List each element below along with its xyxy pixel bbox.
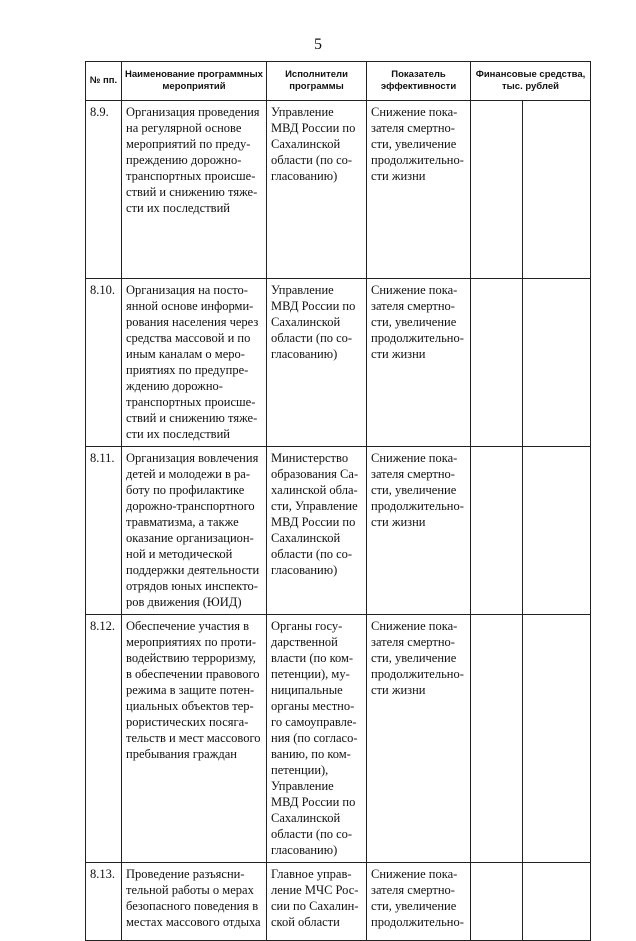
text-line: Организация на посто- xyxy=(126,283,248,297)
text-line: петенции), му- xyxy=(271,667,350,681)
indicator-cell xyxy=(367,101,471,279)
finance-cell-a xyxy=(471,615,523,863)
finance-cell-b xyxy=(523,279,591,447)
text-line: сти, увеличение xyxy=(371,137,457,151)
text-line: Главное управ- xyxy=(271,867,352,881)
executors-cell xyxy=(267,863,367,941)
header-executors: Исполнители программы xyxy=(267,62,367,101)
text-line: в обеспечении правового xyxy=(126,667,260,681)
text-line: ской области xyxy=(271,915,340,929)
text-line: органы местно- xyxy=(271,699,355,713)
text-line: петенции), xyxy=(271,763,329,777)
row-number: 8.12. xyxy=(86,615,122,863)
indicator-cell xyxy=(367,863,471,941)
row-number: 8.11. xyxy=(86,447,122,615)
text-line: сти жизни xyxy=(371,169,426,183)
text-line: зателя смертно- xyxy=(371,121,455,135)
text-line: продолжительно- xyxy=(371,153,464,167)
text-line: ление МЧС Рос- xyxy=(271,883,359,897)
table-row xyxy=(86,101,591,279)
text-line: зателя смертно- xyxy=(371,883,455,897)
text-line: Снижение пока- xyxy=(371,619,458,633)
text-line: травматизма, а также xyxy=(126,515,239,529)
text-line: сти жизни xyxy=(371,347,426,361)
activity-name-cell xyxy=(122,101,267,279)
text-line: сти их последствий xyxy=(126,201,230,215)
indicator-cell xyxy=(367,279,471,447)
text-line: гласованию) xyxy=(271,169,338,183)
text-line: боту по профилактике xyxy=(126,483,245,497)
text-line: образования Са- xyxy=(271,467,359,481)
activity-name-cell xyxy=(122,447,267,615)
program-table xyxy=(85,61,591,941)
text-line: МВД России по xyxy=(271,795,356,809)
header-finance: Финансовые средства, тыс. рублей xyxy=(471,62,591,101)
text-line: сти, увеличение xyxy=(371,651,457,665)
table-row xyxy=(86,615,591,863)
text-line: сти их последствий xyxy=(126,427,230,441)
table-row xyxy=(86,447,591,615)
text-line: зателя смертно- xyxy=(371,467,455,481)
text-line: мероприятий по преду- xyxy=(126,137,251,151)
text-line: Министерство xyxy=(271,451,349,465)
header-num: № пп. xyxy=(86,62,122,101)
text-line: янной основе информи- xyxy=(126,299,254,313)
executors-cell xyxy=(267,279,367,447)
text-line: ной и методической xyxy=(126,547,233,561)
text-line: иным каналам о меро- xyxy=(126,347,245,361)
text-line: ниципальные xyxy=(271,683,343,697)
text-line: преждению дорожно- xyxy=(126,153,242,167)
text-line: сти, увеличение xyxy=(371,315,457,329)
finance-cell-a xyxy=(471,863,523,941)
text-line: ствий и снижению тяже- xyxy=(126,185,258,199)
text-line: области (по со- xyxy=(271,827,353,841)
text-line: Сахалинской xyxy=(271,531,341,545)
text-line: режима в защите потен- xyxy=(126,683,255,697)
indicator-cell xyxy=(367,447,471,615)
text-line: Сахалинской xyxy=(271,315,341,329)
finance-cell-b xyxy=(523,101,591,279)
text-line: области (по со- xyxy=(271,153,353,167)
text-line: МВД России по xyxy=(271,121,356,135)
text-line: оказание организацион- xyxy=(126,531,254,545)
text-line: детей и молодежи в ра- xyxy=(126,467,251,481)
text-line: Сахалинской xyxy=(271,811,341,825)
text-line: гласованию) xyxy=(271,347,338,361)
text-line: ния (по согласо- xyxy=(271,731,358,745)
header-indicator: Показатель эффективности xyxy=(367,62,471,101)
text-line: рования населения через xyxy=(126,315,259,329)
text-line: ров движения (ЮИД) xyxy=(126,595,242,609)
text-line: продолжительно- xyxy=(371,667,464,681)
text-line: Сахалинской xyxy=(271,137,341,151)
activity-name-cell xyxy=(122,279,267,447)
finance-cell-b xyxy=(523,447,591,615)
table-row xyxy=(86,863,591,941)
text-line: продолжительно- xyxy=(371,331,464,345)
text-line: сии по Сахалин- xyxy=(271,899,359,913)
text-line: рористических посяга- xyxy=(126,715,249,729)
finance-cell-a xyxy=(471,447,523,615)
text-line: дорожно-транспортного xyxy=(126,499,255,513)
text-line: транспортных происше- xyxy=(126,169,256,183)
text-line: сти жизни xyxy=(371,515,426,529)
indicator-cell xyxy=(367,615,471,863)
text-line: Управление xyxy=(271,283,334,297)
text-line: на регулярной основе xyxy=(126,121,242,135)
text-line: отрядов юных инспекто- xyxy=(126,579,258,593)
text-line: Снижение пока- xyxy=(371,451,458,465)
text-line: области (по со- xyxy=(271,331,353,345)
finance-cell-a xyxy=(471,101,523,279)
text-line: водействию терроризму, xyxy=(126,651,256,665)
activity-name-cell xyxy=(122,615,267,863)
text-line: ждению дорожно- xyxy=(126,379,223,393)
text-line: безопасного поведения в xyxy=(126,899,259,913)
text-line: Организация вовлечения xyxy=(126,451,259,465)
text-line: Обеспечение участия в xyxy=(126,619,250,633)
activity-name-cell xyxy=(122,863,267,941)
executors-cell xyxy=(267,447,367,615)
table-row xyxy=(86,279,591,447)
text-line: Организация проведения xyxy=(126,105,260,119)
text-line: поддержки деятельности xyxy=(126,563,260,577)
text-line: го самоуправле- xyxy=(271,715,357,729)
text-line: гласованию) xyxy=(271,563,338,577)
text-line: МВД России по xyxy=(271,515,356,529)
text-line: продолжительно- xyxy=(371,499,464,513)
row-number: 8.9. xyxy=(86,101,122,279)
text-line: продолжительно- xyxy=(371,915,464,929)
text-line: Снижение пока- xyxy=(371,105,458,119)
text-line: сти, увеличение xyxy=(371,483,457,497)
text-line: зателя смертно- xyxy=(371,299,455,313)
text-line: зателя смертно- xyxy=(371,635,455,649)
text-line: сти, увеличение xyxy=(371,899,457,913)
text-line: Органы госу- xyxy=(271,619,343,633)
text-line: приятиях по предупре- xyxy=(126,363,249,377)
text-line: дарственной xyxy=(271,635,338,649)
text-line: циальных объектов тер- xyxy=(126,699,254,713)
finance-cell-b xyxy=(523,615,591,863)
text-line: транспортных происше- xyxy=(126,395,256,409)
text-line: Снижение пока- xyxy=(371,867,458,881)
header-name: Наименование программных мероприятий xyxy=(122,62,267,101)
text-line: пребывания граждан xyxy=(126,747,237,761)
row-number: 8.10. xyxy=(86,279,122,447)
text-line: халинской обла- xyxy=(271,483,358,497)
executors-cell xyxy=(267,101,367,279)
executors-cell xyxy=(267,615,367,863)
finance-cell-b xyxy=(523,863,591,941)
finance-cell-a xyxy=(471,279,523,447)
table-header-row xyxy=(86,62,591,101)
text-line: мероприятиях по проти- xyxy=(126,635,257,649)
text-line: местах массового отдыха xyxy=(126,915,261,929)
text-line: власти (по ком- xyxy=(271,651,354,665)
text-line: тельств и мест массового xyxy=(126,731,261,745)
text-line: МВД России по xyxy=(271,299,356,313)
row-number: 8.13. xyxy=(86,863,122,941)
text-line: Снижение пока- xyxy=(371,283,458,297)
text-line: ствий и снижению тяже- xyxy=(126,411,258,425)
text-line: средства массовой и по xyxy=(126,331,251,345)
text-line: гласованию) xyxy=(271,843,338,857)
text-line: Проведение разъясни- xyxy=(126,867,245,881)
text-line: области (по со- xyxy=(271,547,353,561)
text-line: Управление xyxy=(271,105,334,119)
text-line: сти жизни xyxy=(371,683,426,697)
text-line: тельной работы о мерах xyxy=(126,883,254,897)
page-number: 5 xyxy=(314,36,322,53)
text-line: Управление xyxy=(271,779,334,793)
text-line: ванию, по ком- xyxy=(271,747,351,761)
text-line: сти, Управление xyxy=(271,499,358,513)
